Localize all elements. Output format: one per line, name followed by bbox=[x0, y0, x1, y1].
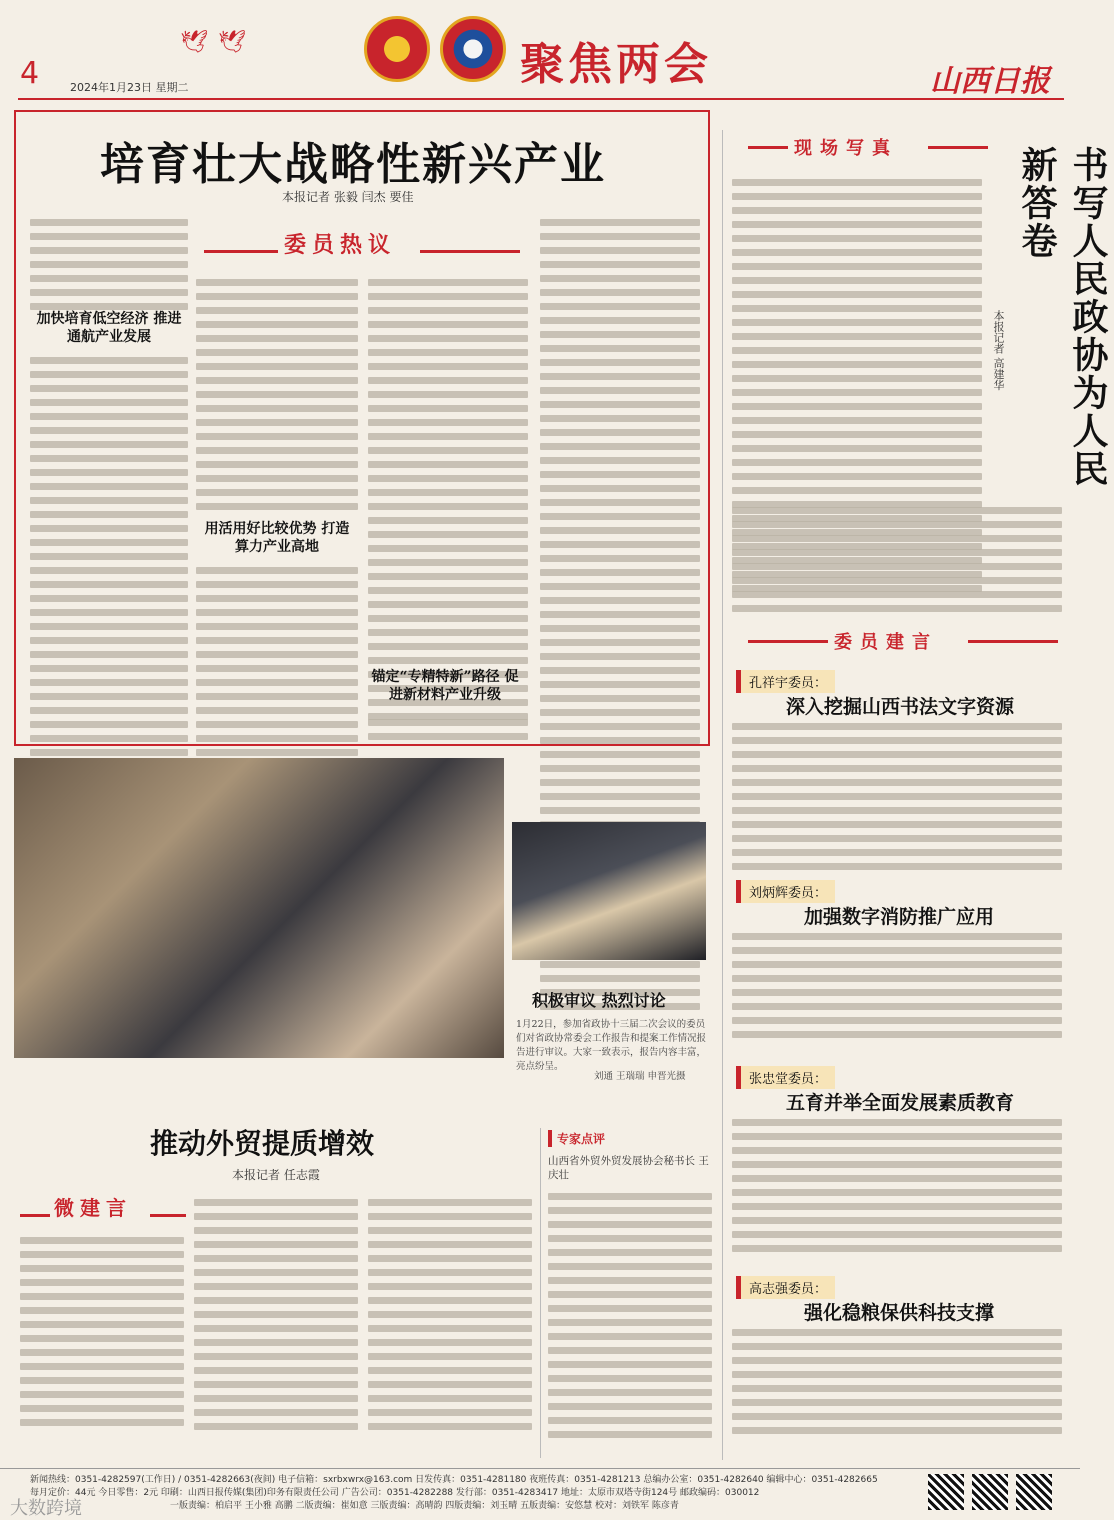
member-body-3 bbox=[732, 1112, 1062, 1252]
dove-decoration-icon: 🕊🕊 bbox=[180, 30, 256, 55]
main-headline[interactable]: 培育壮大战略性新兴产业 bbox=[100, 139, 606, 190]
live-rule-left bbox=[748, 146, 788, 149]
cppcc-emblem-icon bbox=[440, 16, 506, 82]
footer-line-3: 一版责编：柏启平 王小雅 高鹏 二版责编：崔如意 三版责编：高晴韵 四版责编：刘玉晴 五版责编：安悠慧 校对：刘铁军 陈彦青 bbox=[170, 1501, 679, 1511]
main-byline: 本报记者 张毅 闫杰 要佳 bbox=[282, 190, 414, 204]
member-title-calligraphy[interactable]: 深入挖掘山西书法文字资源 bbox=[786, 696, 1015, 718]
issue-date: 2024年1月23日 星期二 bbox=[70, 81, 189, 94]
main-col-3-body bbox=[368, 272, 528, 720]
member-body-1 bbox=[732, 716, 1062, 870]
proposals-rule-left bbox=[748, 640, 828, 643]
newspaper-brand: 山西日报 bbox=[930, 64, 1050, 99]
section-banner: 聚焦两会 bbox=[520, 39, 712, 90]
member-title-fire-safety[interactable]: 加强数字消防推广应用 bbox=[804, 906, 995, 928]
subhead-low-altitude: 加快培育低空经济 推进通航产业发展 bbox=[36, 311, 182, 345]
photo-members-review[interactable] bbox=[14, 758, 504, 1058]
subhead-computing-power: 用活用好比较优势 打造算力产业高地 bbox=[204, 521, 350, 555]
main-col-2-body-top bbox=[196, 272, 358, 510]
micro-rule-right bbox=[150, 1214, 186, 1217]
qr-code-icon[interactable] bbox=[928, 1474, 964, 1510]
subhead-new-materials: 锚定“专精特新”路径 促进新材料产业升级 bbox=[371, 669, 519, 703]
photo-credit: 刘通 王瑞瑞 申晋光摄 bbox=[594, 1071, 686, 1082]
member-tag-zhang: 张忠堂委员： bbox=[736, 1066, 835, 1089]
member-body-4 bbox=[732, 1322, 1062, 1434]
qr-code-icon[interactable] bbox=[1016, 1474, 1052, 1510]
member-tag-kong: 孔祥宇委员： bbox=[736, 670, 835, 693]
bottom-col-3 bbox=[368, 1192, 532, 1430]
expert-tag: 专家点评 bbox=[548, 1130, 605, 1147]
section-rule-left bbox=[204, 250, 278, 253]
national-emblem-icon bbox=[364, 16, 430, 82]
bottom-col-2 bbox=[194, 1192, 358, 1430]
live-body-lower bbox=[732, 500, 1062, 612]
section-rule-right bbox=[420, 250, 520, 253]
footer-line-1: 新闻热线：0351-4282597(工作日) / 0351-4282663(夜间) 电子信箱：sxrbxwrx@163.com 日发传真：0351-4281180 夜班传真：0351-4281213 总编办公室：0351-4282640 编辑中心：0351-4282665 bbox=[30, 1475, 878, 1485]
section-tag-live: 现场写真 bbox=[794, 138, 898, 159]
bottom-col-1 bbox=[20, 1230, 184, 1426]
section-tag-proposals: 委员建言 bbox=[834, 632, 938, 653]
expert-divider bbox=[540, 1128, 541, 1458]
photo-caption: 1月22日，参加省政协十三届二次会议的委员们对省政协常委会工作报告和提案工作情况报告进行审议。大家一致表示，报告内容丰富，亮点纷呈。 bbox=[516, 1019, 707, 1072]
member-tag-gao: 高志强委员： bbox=[736, 1276, 835, 1299]
footer bbox=[0, 1468, 1080, 1520]
expert-name: 山西省外贸外贸发展协会秘书长 王庆壮 bbox=[548, 1155, 709, 1181]
page-number: 4 bbox=[20, 56, 40, 91]
live-vertical-title[interactable]: 书写人民政协为人民新答卷 bbox=[1016, 146, 1109, 488]
bottom-headline[interactable]: 推动外贸提质增效 bbox=[150, 1127, 375, 1160]
bottom-byline: 本报记者 任志霞 bbox=[232, 1168, 320, 1182]
member-title-education[interactable]: 五育并举全面发展素质教育 bbox=[786, 1092, 1015, 1114]
photo-caption-title: 积极审议 热烈讨论 bbox=[532, 991, 666, 1010]
proposals-rule-right bbox=[968, 640, 1058, 643]
micro-rule-left bbox=[20, 1214, 50, 1217]
footer-line-2: 每月定价：44元 今日零售：2元 印刷：山西日报传媒(集团)印务有限责任公司 广告公司：0351-4282288 发行部：0351-4283417 地址：太原市双塔寺街124号 邮政编码：030012 bbox=[30, 1488, 760, 1498]
expert-body bbox=[548, 1186, 712, 1438]
section-tag-micro-proposals: 微建言 bbox=[54, 1196, 132, 1220]
photo-member-speaking[interactable] bbox=[512, 822, 706, 960]
main-col-3-body-end bbox=[368, 712, 528, 740]
qr-code-icon[interactable] bbox=[972, 1474, 1008, 1510]
right-column-divider bbox=[722, 130, 723, 1460]
watermark: 大数跨境 bbox=[10, 1498, 82, 1519]
main-col-1-intro bbox=[30, 212, 188, 310]
live-byline: 本报记者 高建华 bbox=[992, 310, 1005, 391]
member-tag-liu: 刘炳辉委员： bbox=[736, 880, 835, 903]
live-rule-right bbox=[928, 146, 988, 149]
section-tag-members-discuss: 委员热议 bbox=[284, 232, 397, 258]
member-title-grain-security[interactable]: 强化稳粮保供科技支撑 bbox=[804, 1302, 995, 1324]
member-body-2 bbox=[732, 926, 1062, 1038]
